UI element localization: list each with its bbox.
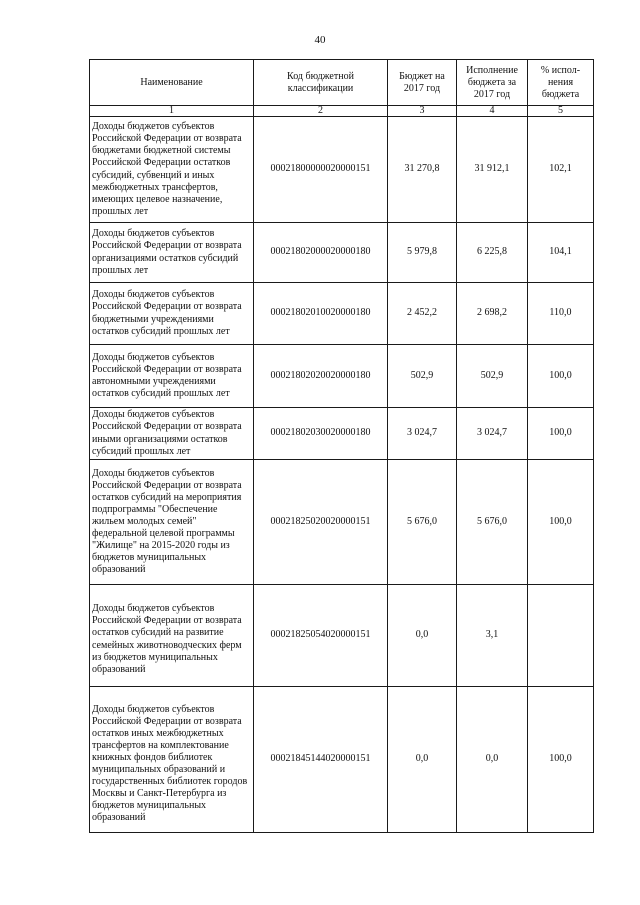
row-execution: 6 225,8 xyxy=(457,223,528,283)
row-code: 00021802000020000180 xyxy=(254,223,388,283)
row-execution: 0,0 xyxy=(457,687,528,833)
column-number: 5 xyxy=(528,106,594,117)
row-execution: 5 676,0 xyxy=(457,460,528,585)
table-row xyxy=(90,460,594,585)
row-percent xyxy=(528,585,594,687)
row-execution: 3,1 xyxy=(457,585,528,687)
header-name: Наименование xyxy=(90,60,254,106)
row-percent: 110,0 xyxy=(528,283,594,345)
column-number: 4 xyxy=(457,106,528,117)
header-execution: Исполнение бюджета за 2017 год xyxy=(457,60,528,106)
row-percent: 104,1 xyxy=(528,223,594,283)
row-percent: 100,0 xyxy=(528,687,594,833)
row-code: 00021825054020000151 xyxy=(254,585,388,687)
header-percent: % испол- нения бюджета xyxy=(528,60,594,106)
row-budget: 5 979,8 xyxy=(388,223,457,283)
row-execution: 31 912,1 xyxy=(457,117,528,223)
table-row xyxy=(90,223,594,283)
header-budget: Бюджет на 2017 год xyxy=(388,60,457,106)
row-name: Доходы бюджетов субъектов Российской Федерации от возврата остатков субсидий на мероприятия подпрограммы "Обеспечение жильем молодых семей" федеральной целевой программы "Жилище" на 2015-2020 годы из бюджетов муниципальных образований xyxy=(90,460,254,585)
table-row xyxy=(90,408,594,460)
row-name: Доходы бюджетов субъектов Российской Федерации от возврата автономными учреждениями остатков субсидий прошлых лет xyxy=(90,345,254,408)
row-percent: 102,1 xyxy=(528,117,594,223)
column-number: 2 xyxy=(254,106,388,117)
row-budget: 5 676,0 xyxy=(388,460,457,585)
row-code: 00021800000020000151 xyxy=(254,117,388,223)
table-row xyxy=(90,117,594,223)
header-row xyxy=(90,60,594,106)
header-code: Код бюджетной классификации xyxy=(254,60,388,106)
table-row xyxy=(90,345,594,408)
row-budget: 31 270,8 xyxy=(388,117,457,223)
row-execution: 502,9 xyxy=(457,345,528,408)
row-name: Доходы бюджетов субъектов Российской Федерации от возврата иными организациями остатков субсидий прошлых лет xyxy=(90,408,254,460)
row-code: 00021845144020000151 xyxy=(254,687,388,833)
row-execution: 3 024,7 xyxy=(457,408,528,460)
row-budget: 3 024,7 xyxy=(388,408,457,460)
row-name: Доходы бюджетов субъектов Российской Федерации от возврата остатков иных межбюджетных трансфертов на комплектование книжных фондов библиотек муниципальных образований и государственных библиотек городов Москвы и Санкт-Петербурга из бюджетов муниципальных образований xyxy=(90,687,254,833)
column-number-row xyxy=(90,106,594,117)
row-code: 00021802020020000180 xyxy=(254,345,388,408)
row-budget: 0,0 xyxy=(388,585,457,687)
row-name: Доходы бюджетов субъектов Российской Федерации от возврата организациями остатков субсидий прошлых лет xyxy=(90,223,254,283)
table-row xyxy=(90,283,594,345)
column-number: 1 xyxy=(90,106,254,117)
row-name: Доходы бюджетов субъектов Российской Федерации от возврата бюджетами бюджетной системы Российской Федерации остатков субсидий, субвенций и иных межбюджетных трансфертов, имеющих целевое назначение, прошлых лет xyxy=(90,117,254,223)
row-percent: 100,0 xyxy=(528,460,594,585)
column-number: 3 xyxy=(388,106,457,117)
row-percent: 100,0 xyxy=(528,408,594,460)
budget-table xyxy=(89,59,594,833)
row-percent: 100,0 xyxy=(528,345,594,408)
row-execution: 2 698,2 xyxy=(457,283,528,345)
table-row xyxy=(90,687,594,833)
row-name: Доходы бюджетов субъектов Российской Федерации от возврата остатков субсидий на развитие семейных животноводческих ферм из бюджетов муниципальных образований xyxy=(90,585,254,687)
row-name: Доходы бюджетов субъектов Российской Федерации от возврата бюджетными учреждениями остатков субсидий прошлых лет xyxy=(90,283,254,345)
row-budget: 502,9 xyxy=(388,345,457,408)
table-row xyxy=(90,585,594,687)
row-budget: 2 452,2 xyxy=(388,283,457,345)
page-number: 40 xyxy=(314,34,326,46)
row-code: 00021825020020000151 xyxy=(254,460,388,585)
row-budget: 0,0 xyxy=(388,687,457,833)
row-code: 00021802030020000180 xyxy=(254,408,388,460)
row-code: 00021802010020000180 xyxy=(254,283,388,345)
